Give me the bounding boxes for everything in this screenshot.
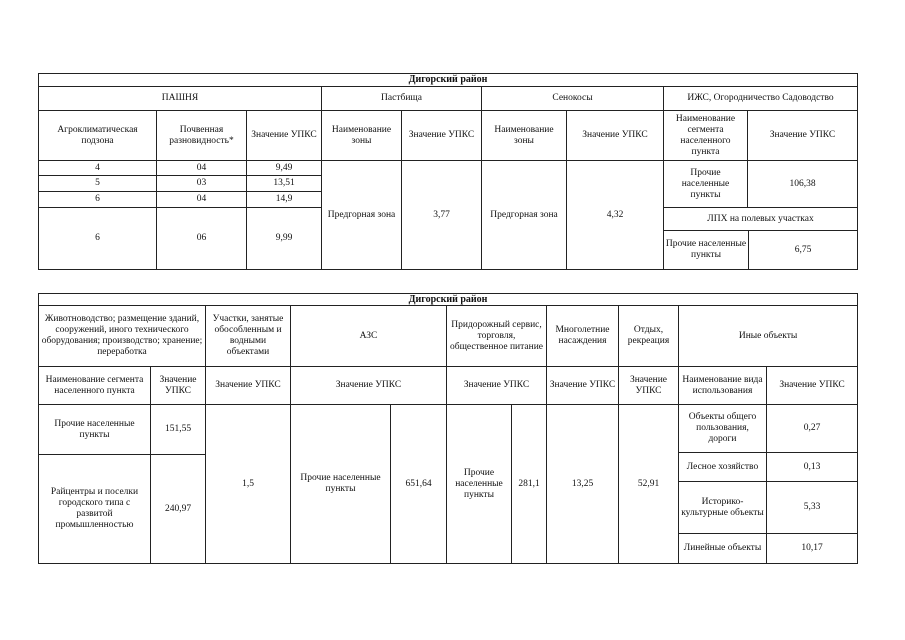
group-livestock: Животноводство; размещение зданий, сооружений, иного технического оборудования; производство; хранение; переработка xyxy=(39,306,206,367)
header-use-name: Наименование вида использования xyxy=(679,367,767,405)
header-soil: Почвенная разновидность* xyxy=(157,111,247,161)
other-value: 0,27 xyxy=(767,405,858,453)
lph-block xyxy=(664,208,858,270)
table-cell: 9,49 xyxy=(247,161,322,176)
lph-segment: Прочие населенные пункты xyxy=(664,231,749,269)
pasture-value: 3,77 xyxy=(402,161,482,270)
table-cell: 06 xyxy=(157,208,247,270)
roadside-segment: Прочие населенные пункты xyxy=(447,405,512,564)
group-housing: ИЖС, Огородничество Садоводство xyxy=(664,87,858,111)
pasture-zone: Предгорная зона xyxy=(322,161,402,270)
water-value: 1,5 xyxy=(206,405,291,564)
table-cell: 9,99 xyxy=(247,208,322,270)
lph-value: 6,75 xyxy=(794,244,812,255)
header-agro-zone: Агроклиматическая подзона xyxy=(39,111,157,161)
header-segment-name: Наименование сегмента населенного пункта xyxy=(39,367,151,405)
livestock-segment: Прочие населенные пункты xyxy=(39,405,151,455)
other-value: 10,17 xyxy=(767,534,858,564)
gas-value: 651,64 xyxy=(391,405,447,564)
table-title: Дигорский район xyxy=(39,74,858,87)
housing-value: 106,38 xyxy=(748,161,858,208)
roadside-value: 281,1 xyxy=(512,405,547,564)
other-name: Лесное хозяйство xyxy=(679,453,767,482)
header-upks: Значение УПКС xyxy=(402,111,482,161)
table-title: Дигорский район xyxy=(39,294,858,306)
header-zone-name: Наименование зоны xyxy=(482,111,567,161)
header-upks: Значение УПКС xyxy=(206,367,291,405)
header-upks: Значение УПКС xyxy=(748,111,858,161)
lph-label: ЛПХ на полевых участках xyxy=(664,208,857,231)
header-upks: Значение УПКС xyxy=(151,367,206,405)
other-value: 0,13 xyxy=(767,453,858,482)
group-perennial: Многолетние насаждения xyxy=(547,306,619,367)
group-pasture: Пастбища xyxy=(322,87,482,111)
table-cell: 6 xyxy=(39,208,157,270)
livestock-value: 240,97 xyxy=(151,455,206,564)
livestock-segment: Райцентры и поселки городского типа с развитой промышленностью xyxy=(39,455,151,564)
header-upks: Значение УПКС xyxy=(567,111,664,161)
group-roadside: Придорожный сервис, торговля, общественное питание xyxy=(447,306,547,367)
header-upks: Значение УПКС xyxy=(447,367,547,405)
header-upks: Значение УПКС xyxy=(767,367,858,405)
group-recreation: Отдых, рекреация xyxy=(619,306,679,367)
group-other: Иные объекты xyxy=(679,306,858,367)
upks-table-agricultural xyxy=(38,73,858,270)
table-cell: 5 xyxy=(39,176,157,192)
other-value: 5,33 xyxy=(767,482,858,534)
header-upks: Значение УПКС xyxy=(247,111,322,161)
group-hayfield: Сенокосы xyxy=(482,87,664,111)
header-upks: Значение УПКС xyxy=(291,367,447,405)
livestock-value: 151,55 xyxy=(151,405,206,455)
group-water: Участки, занятые обособленным и водными объектами xyxy=(206,306,291,367)
table-cell: 13,51 xyxy=(247,176,322,192)
other-name: Линейные объекты xyxy=(679,534,767,564)
lph-row xyxy=(664,231,857,269)
table-cell: 03 xyxy=(157,176,247,192)
hayfield-value: 4,32 xyxy=(567,161,664,270)
recreation-value: 52,91 xyxy=(619,405,679,564)
table-cell: 04 xyxy=(157,161,247,176)
table-cell: 14,9 xyxy=(247,192,322,208)
housing-segment: Прочие населенные пункты xyxy=(664,161,748,208)
table-cell: 6 xyxy=(39,192,157,208)
header-upks: Значение УПКС xyxy=(619,367,679,405)
perennial-value: 13,25 xyxy=(547,405,619,564)
other-name: Объекты общего пользования, дороги xyxy=(679,405,767,453)
upks-table-other-uses xyxy=(38,293,858,564)
gas-segment: Прочие населенные пункты xyxy=(291,405,391,564)
table-cell: 04 xyxy=(157,192,247,208)
group-gas-station: АЗС xyxy=(291,306,447,367)
header-upks: Значение УПКС xyxy=(547,367,619,405)
other-name: Историко-культурные объекты xyxy=(679,482,767,534)
group-arable: ПАШНЯ xyxy=(39,87,322,111)
hayfield-zone: Предгорная зона xyxy=(482,161,567,270)
header-zone-name: Наименование зоны xyxy=(322,111,402,161)
table-cell: 4 xyxy=(39,161,157,176)
header-segment-name: Наименование сегмента населенного пункта xyxy=(664,111,748,161)
